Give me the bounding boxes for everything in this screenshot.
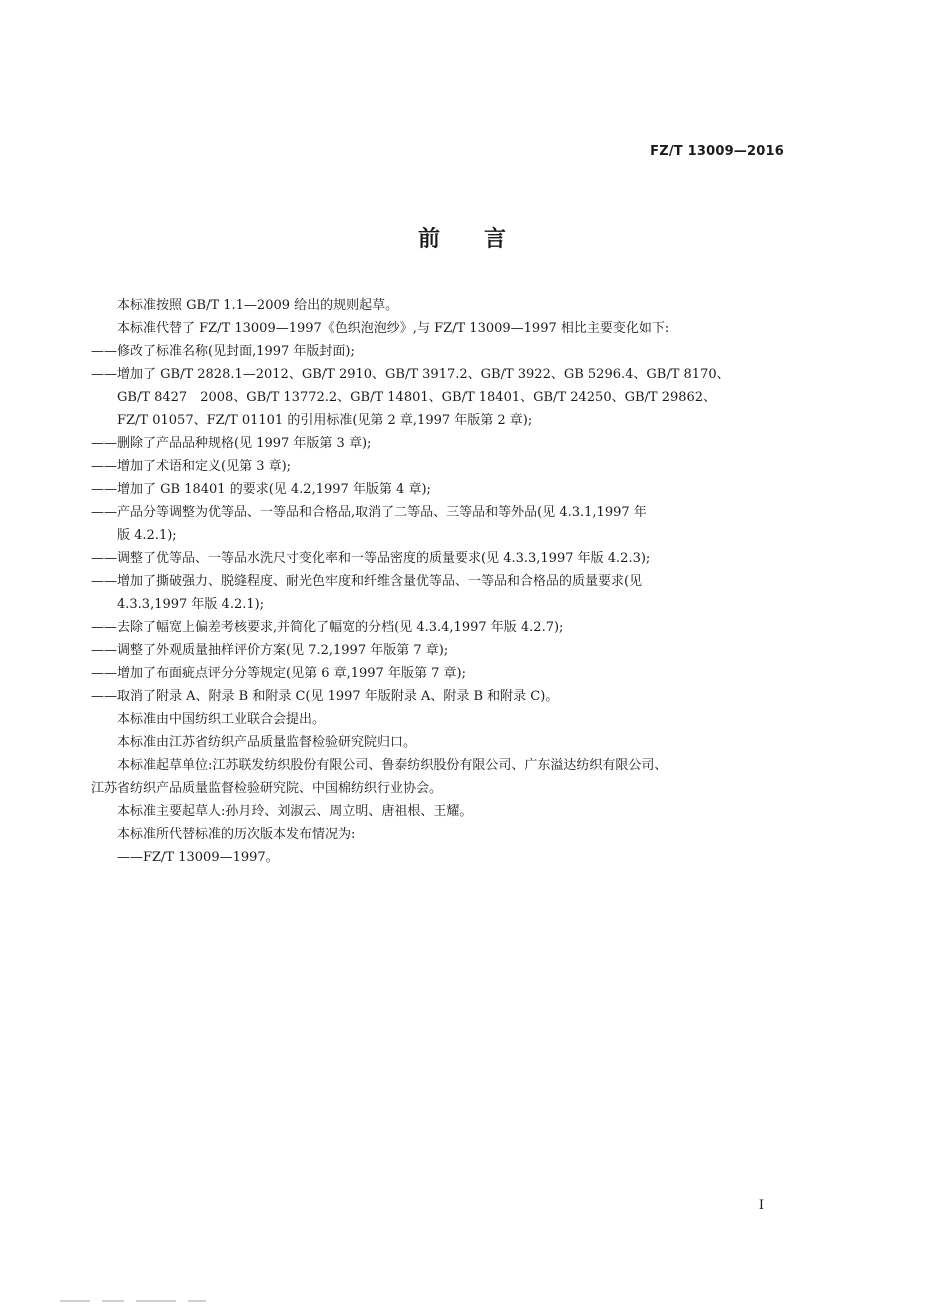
change-item bbox=[91, 363, 787, 432]
text-line: FZ/T 01057、FZ/T 01101 的引用标准(见第 2 章,1997 年版第 2 章); bbox=[117, 413, 533, 428]
paragraph bbox=[91, 800, 787, 823]
change-item bbox=[91, 340, 787, 363]
text-line: 本标准由中国纺织工业联合会提出。 bbox=[117, 712, 326, 727]
paragraph bbox=[91, 846, 787, 869]
text-line: 本标准起草单位:江苏联发纺织股份有限公司、鲁泰纺织股份有限公司、广东溢达纺织有限公司、 bbox=[117, 758, 668, 773]
change-item bbox=[91, 639, 787, 662]
standard-code: FZ/T 13009—2016 bbox=[650, 144, 784, 159]
change-item bbox=[91, 478, 787, 501]
paragraph bbox=[91, 708, 787, 731]
change-item bbox=[91, 501, 787, 547]
text-line: ——FZ/T 13009—1997。 bbox=[117, 850, 279, 865]
text-line: 4.3.3,1997 年版 4.2.1); bbox=[117, 597, 265, 612]
foreword-body bbox=[91, 294, 787, 869]
paragraph bbox=[91, 294, 787, 317]
scan-artifact-marks bbox=[60, 1300, 460, 1310]
text-line: 本标准所代替标准的历次版本发布情况为: bbox=[117, 827, 356, 842]
text-line: ——删除了产品品种规格(见 1997 年版第 3 章); bbox=[91, 436, 372, 451]
page-title: 前言 bbox=[417, 227, 550, 252]
text-line: ——增加了布面疵点评分分等规定(见第 6 章,1997 年版第 7 章); bbox=[91, 666, 466, 681]
text-line: ——增加了 GB/T 2828.1—2012、GB/T 2910、GB/T 3917.2、GB/T 3922、GB 5296.4、GB/T 8170、 bbox=[91, 367, 730, 382]
page-number: I bbox=[758, 1198, 764, 1213]
text-line: 版 4.2.1); bbox=[117, 528, 177, 543]
paragraph bbox=[91, 823, 787, 846]
text-line: ——产品分等调整为优等品、一等品和合格品,取消了二等品、三等品和等外品(见 4.3.1,1997 年 bbox=[91, 505, 647, 520]
text-line: 江苏省纺织产品质量监督检验研究院、中国棉纺织行业协会。 bbox=[91, 781, 443, 796]
paragraph bbox=[91, 731, 787, 754]
paragraph bbox=[91, 754, 787, 800]
text-line: ——调整了优等品、一等品水洗尺寸变化率和一等品密度的质量要求(见 4.3.3,1997 年版 4.2.3); bbox=[91, 551, 651, 566]
text-line: 本标准主要起草人:孙月玲、刘淑云、周立明、唐祖根、王耀。 bbox=[117, 804, 473, 819]
text-line: ——调整了外观质量抽样评价方案(见 7.2,1997 年版第 7 章); bbox=[91, 643, 449, 658]
text-line: ——取消了附录 A、附录 B 和附录 C(见 1997 年版附录 A、附录 B 和附录 C)。 bbox=[91, 689, 559, 704]
change-item bbox=[91, 685, 787, 708]
text-line: GB/T 8427 2008、GB/T 13772.2、GB/T 14801、GB/T 18401、GB/T 24250、GB/T 29862、 bbox=[117, 390, 717, 405]
text-line: 本标准代替了 FZ/T 13009—1997《色织泡泡纱》,与 FZ/T 13009—1997 相比主要变化如下: bbox=[117, 321, 670, 336]
text-line: ——修改了标准名称(见封面,1997 年版封面); bbox=[91, 344, 355, 359]
change-item bbox=[91, 432, 787, 455]
text-line: ——增加了撕破强力、脱缝程度、耐光色牢度和纤维含量优等品、一等品和合格品的质量要求(见 bbox=[91, 574, 643, 589]
text-line: ——增加了术语和定义(见第 3 章); bbox=[91, 459, 292, 474]
text-line: 本标准由江苏省纺织产品质量监督检验研究院归口。 bbox=[117, 735, 417, 750]
change-item bbox=[91, 662, 787, 685]
text-line: 本标准按照 GB/T 1.1—2009 给出的规则起草。 bbox=[117, 298, 399, 313]
change-item bbox=[91, 570, 787, 616]
paragraph bbox=[91, 317, 787, 340]
change-item bbox=[91, 547, 787, 570]
text-line: ——增加了 GB 18401 的要求(见 4.2,1997 年版第 4 章); bbox=[91, 482, 431, 497]
change-item bbox=[91, 455, 787, 478]
change-item bbox=[91, 616, 787, 639]
text-line: ——去除了幅宽上偏差考核要求,并简化了幅宽的分档(见 4.3.4,1997 年版 4.2.7); bbox=[91, 620, 564, 635]
